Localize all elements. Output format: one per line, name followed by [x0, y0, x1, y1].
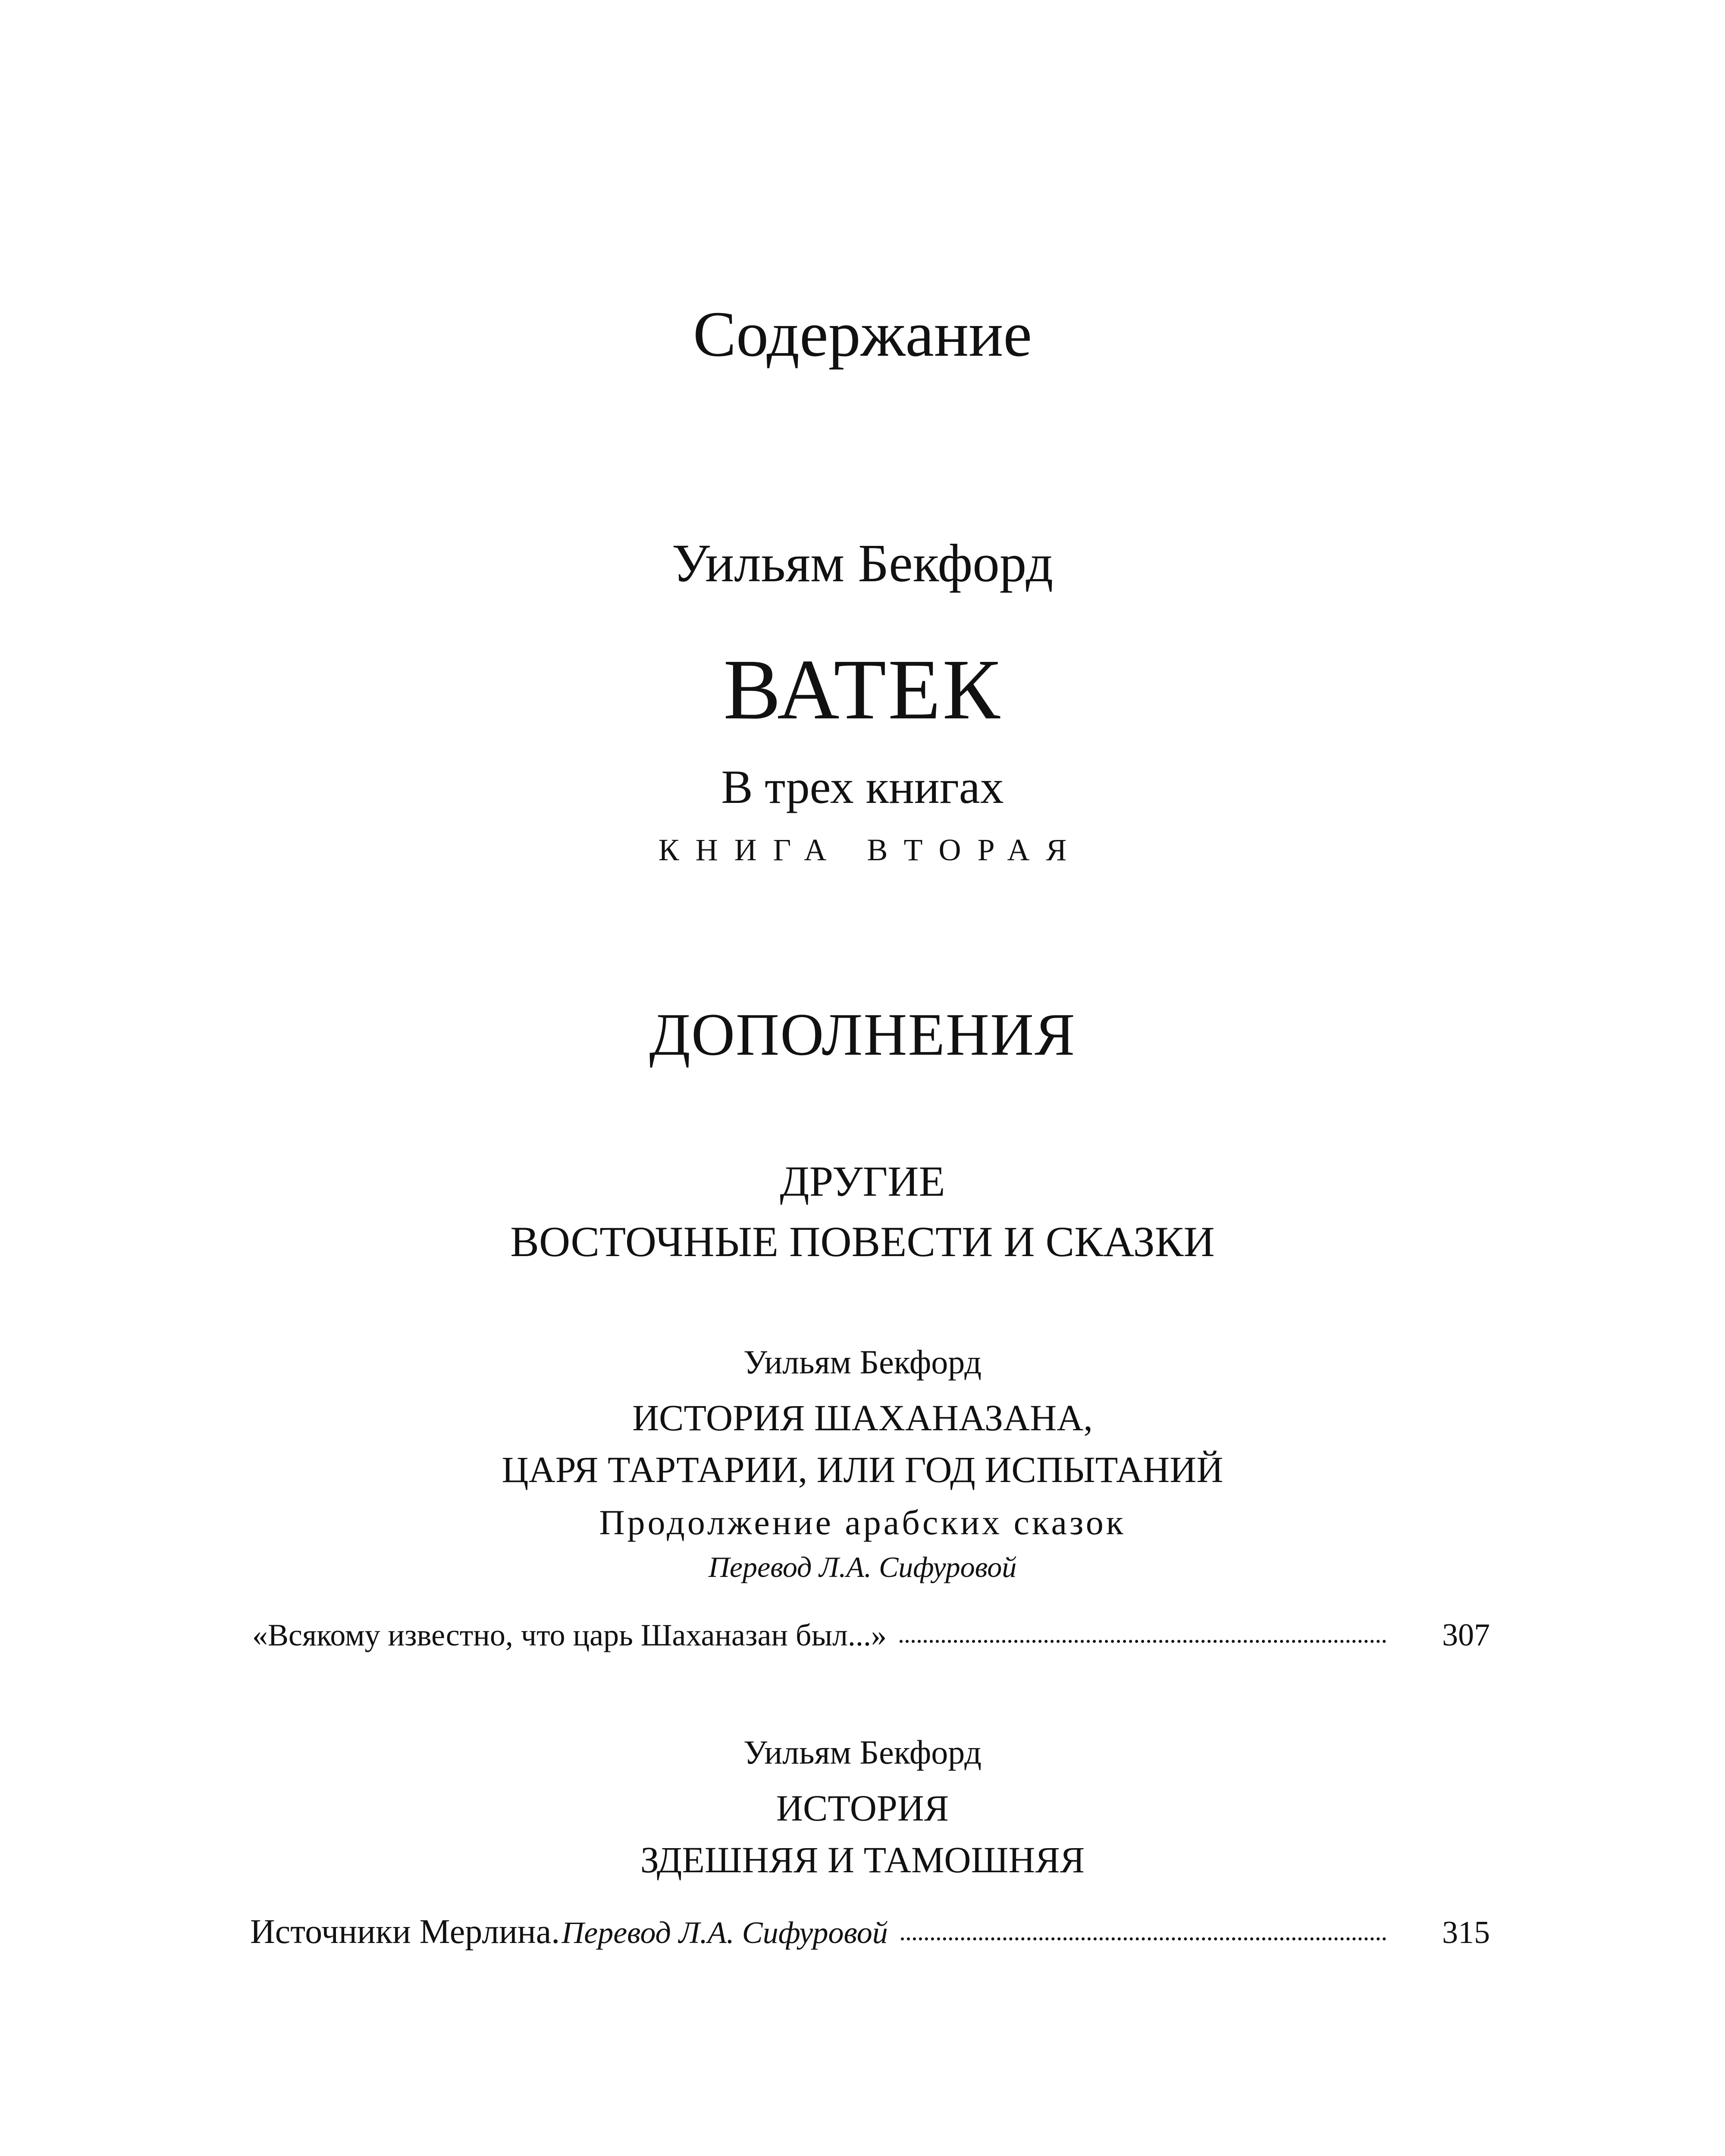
story2-author: Уильям Бекфорд	[743, 1733, 982, 1771]
main-work-title: ВАТЕК	[723, 642, 1002, 737]
main-work-subtitle: В трех книгах	[721, 761, 1004, 813]
story1-title-line-1: ИСТОРИЯ ШАХАНАЗАНА,	[632, 1397, 1093, 1438]
toc-dot-leader	[900, 1640, 1386, 1643]
story2-title-line-1: ИСТОРИЯ	[776, 1787, 949, 1829]
toc-page-number: 315	[1442, 1915, 1490, 1950]
main-work-part: КНИГА ВТОРАЯ	[658, 833, 1083, 867]
contents-title: Содержание	[693, 298, 1032, 370]
toc-entry-translator: Перевод Л.А. Сифуровой	[561, 1915, 888, 1950]
story1-author: Уильям Бекфорд	[743, 1343, 982, 1381]
story2-title-line-2: ЗДЕШНЯЯ И ТАМОШНЯЯ	[640, 1839, 1085, 1880]
story1-title-line-2: ЦАРЯ ТАРТАРИИ, ИЛИ ГОД ИСПЫТАНИЙ	[502, 1449, 1223, 1490]
toc-entry-text: «Всякому известно, что царь Шаханазан был...»	[252, 1618, 887, 1652]
story1-subtitle: Продолжение арабских сказок	[599, 1503, 1126, 1542]
toc-dot-leader	[901, 1937, 1386, 1940]
toc-entry-story2[interactable]	[250, 1915, 1490, 1949]
toc-page-number: 307	[1442, 1617, 1490, 1653]
toc-entry-text: Источники Мерлина.	[250, 1913, 560, 1951]
main-work-author: Уильям Бекфорд	[671, 534, 1054, 593]
supplements-heading: ДОПОЛНЕНИЯ	[649, 1001, 1076, 1068]
section-heading-line-2: ВОСТОЧНЫЕ ПОВЕСТИ И СКАЗКИ	[510, 1218, 1215, 1266]
story1-translator: Перевод Л.А. Сифуровой	[708, 1551, 1017, 1583]
toc-entry-story1[interactable]	[252, 1619, 1490, 1651]
section-heading-line-1: ДРУГИЕ	[780, 1157, 945, 1205]
